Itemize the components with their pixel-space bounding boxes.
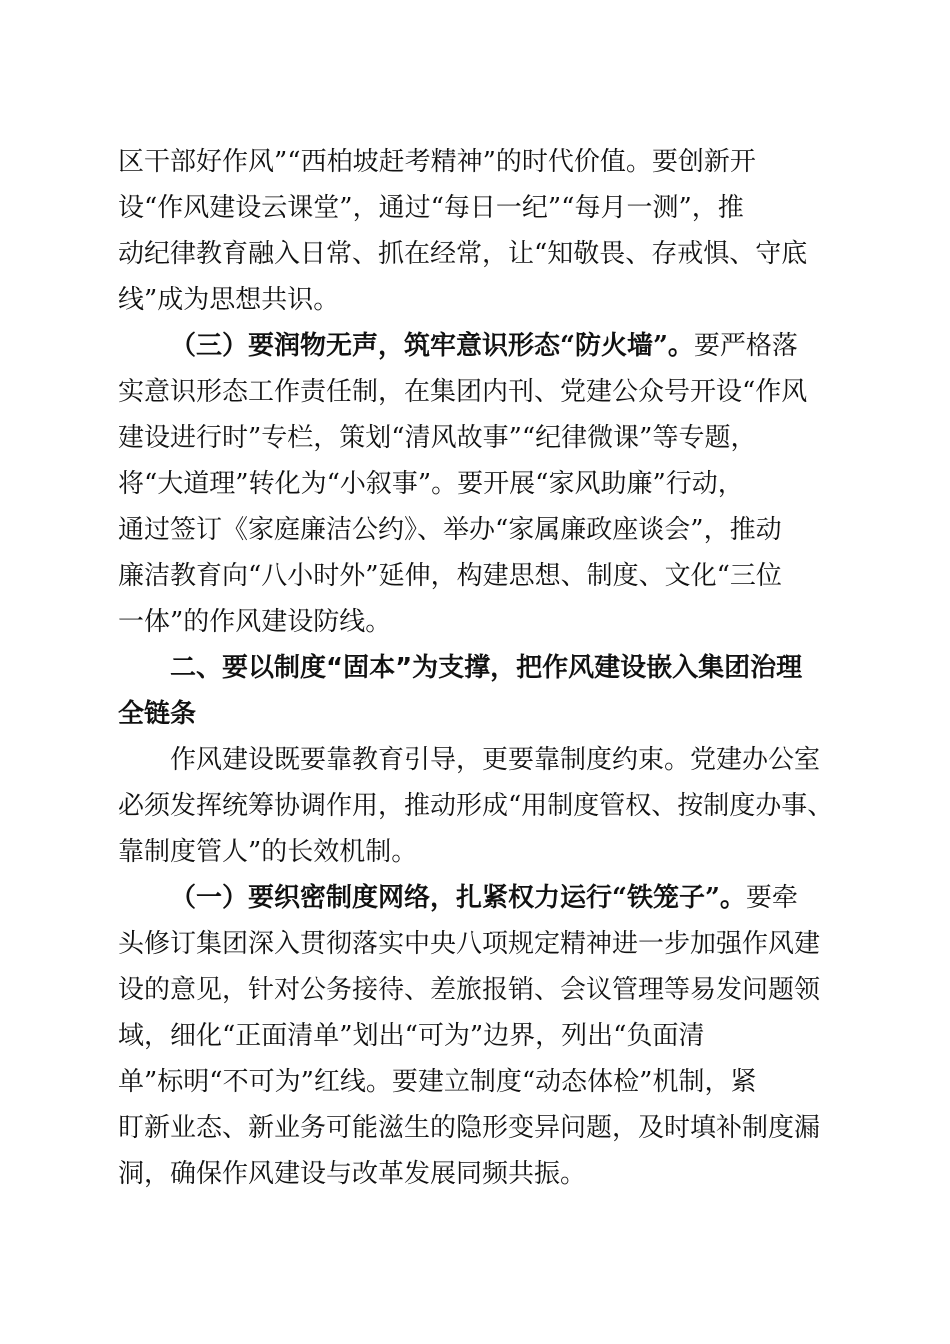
paragraph-line: 单”标明“不可为”红线。要建立制度“动态体检”机制，紧 — [118, 1067, 757, 1097]
item-3-text: 要严格落 — [693, 331, 798, 361]
item-3-first-line — [170, 331, 798, 361]
item-1-text: 要牵 — [745, 883, 798, 913]
paragraph-line: 廉洁教育向“八小时外”延伸，构建思想、制度、文化“三位 — [118, 561, 782, 591]
paragraph-line: 域，细化“正面清单”划出“可为”边界，列出“负面清 — [118, 1021, 705, 1051]
paragraph-line: 动纪律教育融入日常、抓在经常，让“知敬畏、存戒惧、守底 — [118, 239, 808, 269]
paragraph-line: 一体”的作风建设防线。 — [118, 607, 392, 637]
paragraph-line: 盯新业态、新业务可能滋生的隐形变异问题，及时填补制度漏 — [118, 1113, 821, 1143]
paragraph-line: 必须发挥统筹协调作用，推动形成“用制度管权、按制度办事、 — [118, 791, 834, 821]
paragraph-line: 建设进行时”专栏，策划“清风故事”“纪律微课”等专题， — [118, 423, 757, 453]
item-1-heading: （一）要织密制度网络，扎紧权力运行“铁笼子”。 — [170, 883, 746, 913]
section-2-title: 二、要以制度“固本”为支撑，把作风建设嵌入集团治理 — [170, 653, 803, 683]
item-1-first-line — [170, 883, 798, 913]
paragraph-line: 实意识形态工作责任制，在集团内刊、党建公众号开设“作风 — [118, 377, 808, 407]
paragraph-line: 通过签订《家庭廉洁公约》、举办“家属廉政座谈会”，推动 — [118, 515, 782, 545]
paragraph-line: 设的意见，针对公务接待、差旅报销、会议管理等易发问题领 — [118, 975, 821, 1005]
paragraph-line: 靠制度管人”的长效机制。 — [118, 837, 418, 867]
paragraph-line: 作风建设既要靠教育引导，更要靠制度约束。党建办公室 — [170, 745, 821, 775]
item-3-heading: （三）要润物无声，筑牢意识形态“防火墙”。 — [170, 331, 694, 361]
paragraph-line: 洞，确保作风建设与改革发展同频共振。 — [118, 1159, 587, 1189]
section-2-title-continued: 全链条 — [118, 699, 197, 729]
paragraph-line: 设“作风建设云课堂”，通过“每日一纪”“每月一测”，推 — [118, 193, 744, 223]
paragraph-line: 将“大道理”转化为“小叙事”。要开展“家风助廉”行动， — [118, 469, 744, 499]
paragraph-line: 区干部好作风”“西柏坡赶考精神”的时代价值。要创新开 — [118, 147, 756, 177]
paragraph-line: 线”成为思想共识。 — [118, 285, 340, 315]
paragraph-line: 头修订集团深入贯彻落实中央八项规定精神进一步加强作风建 — [118, 929, 821, 959]
